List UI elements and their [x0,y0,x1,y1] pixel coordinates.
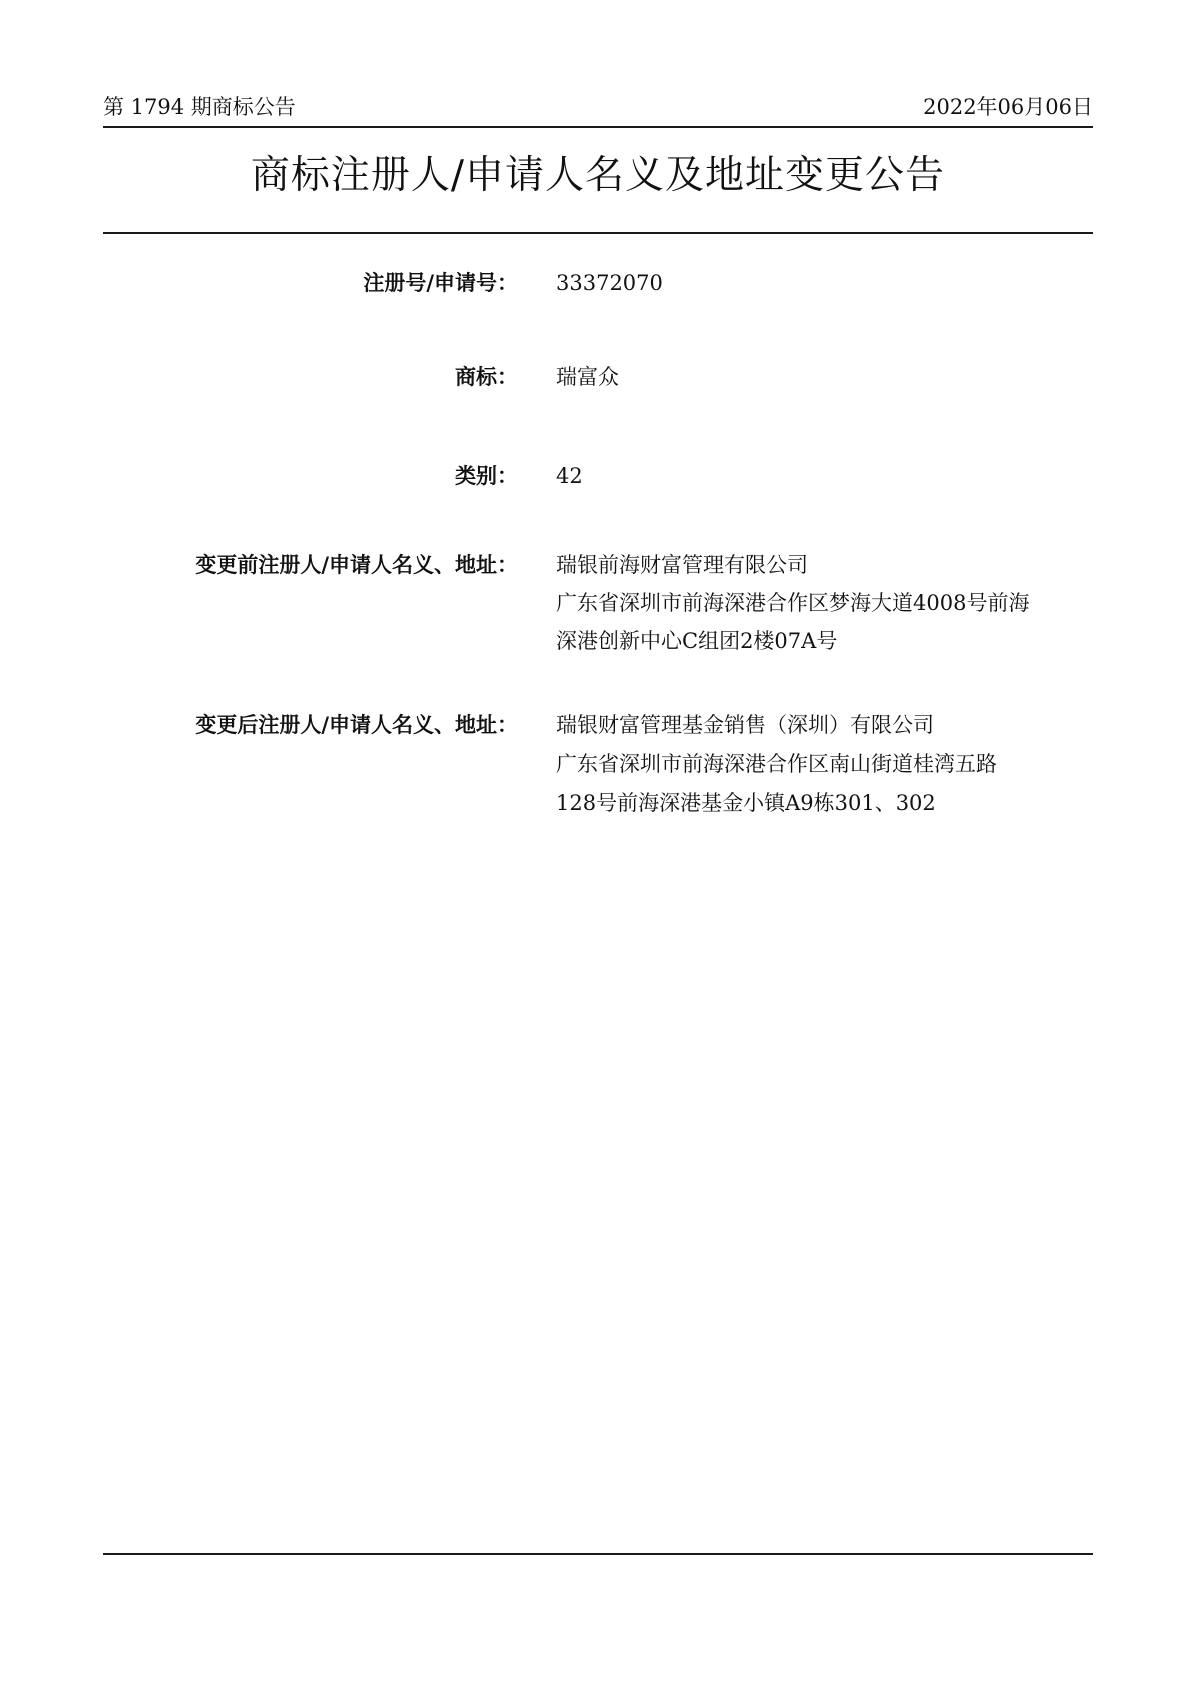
footer-rule [103,1553,1093,1555]
title-rule [103,232,1093,234]
after-change-address-line-2: 128号前海深港基金小镇A9栋301、302 [556,791,936,815]
class-value: 42 [556,464,583,488]
issue-date: 2022年06月06日 [923,95,1093,119]
before-change-label: 变更前注册人/申请人名义、地址： [195,553,518,577]
after-change-label: 变更后注册人/申请人名义、地址： [195,713,518,737]
before-change-name: 瑞银前海财富管理有限公司 [556,553,808,577]
after-change-address-line-1: 广东省深圳市前海深港合作区南山街道桂湾五路 [556,752,997,776]
class-label: 类别： [455,464,518,488]
after-change-name: 瑞银财富管理基金销售（深圳）有限公司 [556,713,934,737]
before-change-address-line-1: 广东省深圳市前海深港合作区梦海大道4008号前海 [556,591,1030,615]
header-rule [103,126,1093,128]
page-title: 商标注册人/申请人名义及地址变更公告 [250,153,946,198]
before-change-address-line-2: 深港创新中心C组团2楼07A号 [556,629,838,653]
issue-label: 第 1794 期商标公告 [103,95,296,119]
page-header [103,92,1093,122]
trademark-value: 瑞富众 [556,365,619,389]
registration-number-label: 注册号/申请号： [363,271,518,295]
trademark-label: 商标： [455,365,518,389]
registration-number-value: 33372070 [556,271,663,295]
